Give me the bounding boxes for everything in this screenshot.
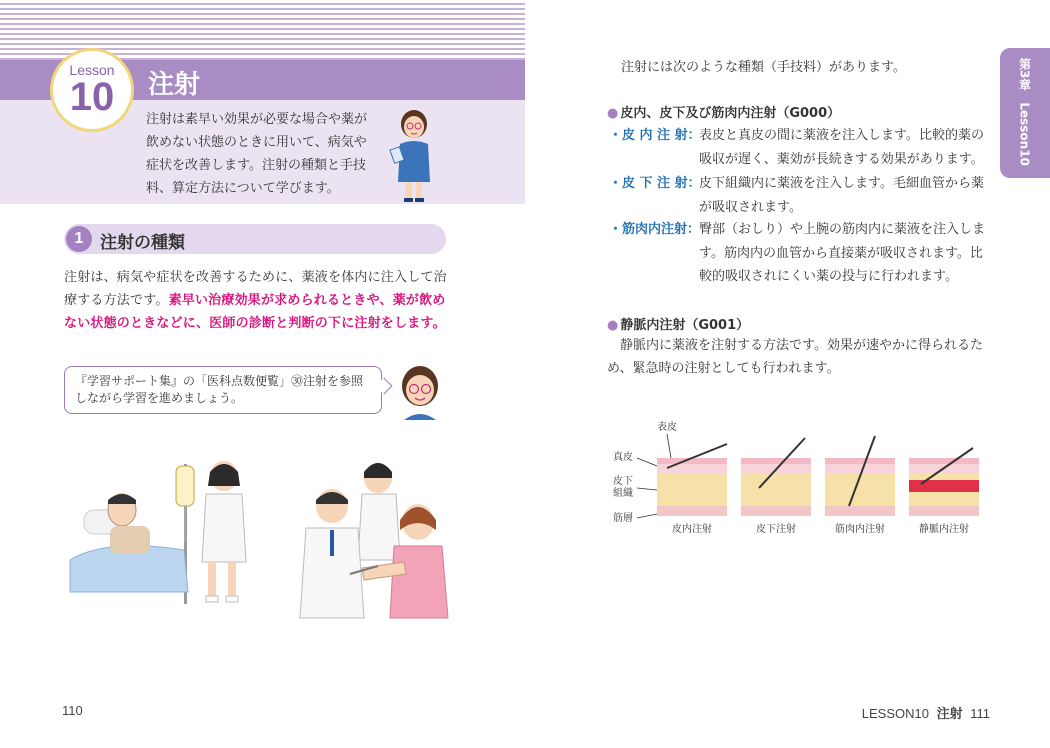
emphasized-text: 素早い治療効果が求められるときや、薬が飲めない状態のときなどに、医師の診断と判断の下に注射をします。 [64, 293, 446, 331]
item-label: ・皮 下 注 射： [609, 176, 701, 191]
doctor-injection-illustration [292, 450, 452, 620]
lesson-badge [50, 48, 134, 132]
label-subcutaneous-line2: 組織 [613, 488, 633, 499]
intravenous-paragraph: 静脈内に薬液を注射する方法です。効果が速やかに得られるため、緊急時の注射としても行われます。 [607, 338, 983, 376]
footer-lesson: LESSON10 [861, 706, 929, 721]
heading-text: 皮内、皮下及び筋肉内注射（G000） [620, 106, 841, 121]
heading-intradermal-subcutaneous-intramuscular [607, 102, 840, 121]
bullet-dot-icon: ● [607, 106, 619, 121]
item-intramuscular [609, 218, 989, 290]
label-epidermis: 表皮 [657, 422, 677, 433]
label-dermis: 真皮 [613, 452, 633, 463]
panel-intradermal [657, 444, 727, 516]
reference-callout: 『学習サポート集』の「医科点数便覧」㉚注射を参照しながら学習を進めましょう。 [64, 366, 382, 414]
heading-text: 静脈内注射（G001） [620, 318, 750, 333]
caption-intramuscular: 筋肉内注射 [835, 524, 885, 535]
bullet-dot-icon: ● [607, 318, 619, 333]
page-footer-right [862, 703, 990, 722]
item-label: ・筋肉内注射： [609, 222, 701, 237]
section-title: 注射の種類 [100, 233, 185, 253]
item-subcutaneous [609, 172, 989, 220]
caption-subcutaneous: 皮下注射 [756, 524, 796, 535]
lesson-intro-text: 注射は素早い効果が必要な場合や薬が飲めない状態のときに用いて、病気や症状を改善します。注射の種類と手技料、算定方法について学びます。 [146, 112, 368, 196]
item-text: 表皮と真皮の間に薬液を注入します。比較的薬の吸収が遅く、薬効が長続きする効果があります。 [699, 128, 984, 167]
footer-title: 注射 [936, 706, 963, 721]
section-number-badge: 1 [66, 226, 92, 252]
paragraph-text: 注射は、病気や症状を改善するために、薬液を体内に注入して治療する方法です。 [64, 270, 447, 308]
item-label: ・皮 内 注 射： [609, 128, 701, 143]
lesson-word: Lesson [69, 62, 115, 78]
heading-intravenous [607, 314, 749, 333]
caption-intravenous: 静脈内注射 [919, 524, 969, 535]
teacher-face-illustration [392, 360, 448, 420]
body-paragraph [64, 266, 448, 335]
item-text: 臀部（おしり）や上腕の筋肉内に薬液を注入します。筋肉内の血管から直接薬が吸収されます。比較的吸収されにくい薬の投与に行われます。 [699, 222, 986, 284]
hospital-bed-iv-illustration [66, 452, 266, 612]
lesson-title: 注射 [148, 70, 201, 100]
label-subcutaneous [613, 474, 636, 499]
page-number-left: 110 [62, 703, 83, 718]
label-subcutaneous-line1: 皮下 [613, 476, 633, 487]
page-number-right: 111 [970, 706, 990, 721]
right-intro: 注射には次のような種類（手技料）があります。 [621, 60, 906, 75]
panel-intravenous [909, 448, 979, 516]
panel-intramuscular [825, 436, 895, 516]
panel-subcutaneous [741, 438, 811, 516]
item-text: 皮下組織内に薬液を注入します。毛細血管から薬が吸収されます。 [699, 176, 984, 215]
right-page [525, 0, 1050, 748]
lesson-number: 10 [69, 75, 115, 119]
teacher-illustration [384, 104, 444, 204]
caption-intradermal: 皮内注射 [672, 524, 712, 535]
label-muscle: 筋層 [613, 513, 633, 524]
item-intradermal [609, 124, 989, 172]
chapter-side-tab-label: 第3章 Lesson10 [1017, 58, 1032, 166]
skin-layer-injection-diagram [609, 418, 989, 538]
